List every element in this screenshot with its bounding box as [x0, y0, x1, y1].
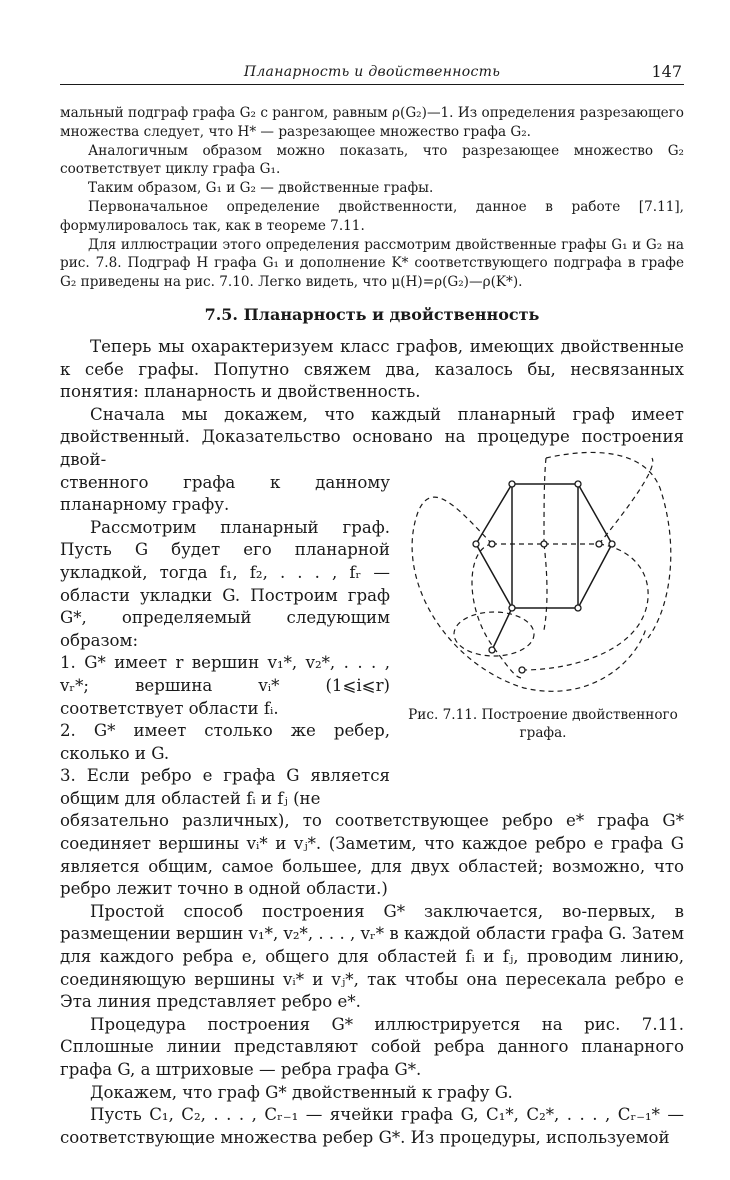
dual-edge [544, 544, 547, 630]
figure-7-11 [398, 448, 688, 748]
definition-item: 3. Если ребро e графа G является общим для областей fᵢ и fⱼ (не [60, 766, 390, 808]
body-paragraph: Пусть C₁, C₂, . . . , Cᵣ₋₁ — ячейки графа G, C₁*, C₂*, . . . , Cᵣ₋₁* — соответствующие множества ребер G*. Из процедуры, используемой [60, 1105, 684, 1147]
body-paragraph: Докажем, что граф G* двойственный к графу G. [90, 1082, 513, 1102]
dual-vertex [596, 541, 602, 547]
vertex [575, 605, 581, 611]
body-paragraph: Теперь мы охарактеризуем класс графов, имеющих двойственные к себе графы. Попутно свяжем два, казалось бы, несвязанных понятия: планарность и двойственность. [60, 337, 684, 402]
vertex [609, 541, 615, 547]
dual-edge [522, 544, 648, 670]
dual-edge [544, 458, 546, 544]
body-paragraph: Рассмотрим планарный граф. Пусть G будет его планарной укладкой, тогда f₁, f₂, . . . , fᵣ — области укладки G. Построим граф G*, определяемый следующим образом: [60, 517, 390, 650]
vertex [509, 605, 515, 611]
dual-edge [599, 458, 653, 544]
intro-paragraph: Для иллюстрации этого определения рассмотрим двойственные графы G₁ и G₂ на рис. 7.8. Подграф H графа G₁ и дополнение K* соответствующего подграфа в графе G₂ приведены на рис. 7.10. Легко видеть, что μ(H)=ρ(G₂)—ρ(K*). [60, 236, 684, 291]
dual-edge [546, 452, 671, 638]
intro-paragraph: Первоначальное определение двойственности, данное в работе [7.11], формулировалось так, как в теореме 7.11. [60, 198, 684, 234]
intro-paragraph: Таким образом, G₁ и G₂ — двойственные графы. [88, 180, 434, 197]
running-head [60, 62, 684, 85]
body-paragraph: Простой способ построения G* заключается, во-первых, в размещении вершин v₁*, v₂*, . . . , vᵣ* в каждой области графа G. Затем для каждого ребра e, общего для областей fᵢ и fⱼ, проводим линию, соединяющую вершины vᵢ* и vⱼ*, так чтобы она пересекала ребро e Эта линия представляет ребро e*. [60, 901, 684, 1012]
body-paragraph: Процедура построения G* иллюстрируется на рис. 7.11. Сплошные линии представляют собой ребра данного планарного графа G, а штриховые — ребра графа G*. [60, 1014, 684, 1079]
page-number: 147 [651, 62, 682, 81]
running-head-title: Планарность и двойственность [243, 64, 501, 80]
dual-vertex [519, 667, 525, 673]
section-heading: 7.5. Планарность и двойственность [204, 305, 540, 324]
dual-edge [412, 497, 646, 691]
planar-graph-edges [476, 484, 612, 650]
body-paragraph: обязательно различных), то соответствующее ребро e* графа G* соединяет вершины vᵢ* и vⱼ*. (Заметим, что каждое ребро e графа G является общим, самое большее, для двух областей; возможно, что ребро лежит точно в одной области.) [60, 811, 684, 899]
vertex [473, 541, 479, 547]
intro-paragraph: Аналогичным образом можно показать, что разрезающее множество G₂ соответствует циклу графа G₁. [60, 142, 684, 178]
dual-vertex [489, 541, 495, 547]
text-wrap-column [60, 472, 390, 811]
definition-item: 2. G* имеет столько же ребер, сколько и G. [60, 721, 390, 763]
body-paragraph: Сначала мы докажем, что каждый планарный граф имеет двойственный. Доказательство основано на процедуре построения двой- [60, 404, 684, 469]
dual-edge [472, 544, 522, 678]
figure-caption: Рис. 7.11. Построение двойственного графа. [408, 707, 678, 741]
vertex [509, 481, 515, 487]
dual-graph-edges [412, 452, 671, 691]
body-paragraph: ственного графа к данному планарному графу. [60, 472, 390, 515]
dual-graph-figure [398, 448, 688, 704]
intro-text [60, 104, 684, 292]
definition-item: 1. G* имеет r вершин v₁*, v₂*, . . . , vᵣ*; вершина vᵢ* (1⩽i⩽r) соответствует области fᵢ. [60, 653, 390, 718]
vertex [575, 481, 581, 487]
intro-paragraph: мальный подграф графа G₂ с рангом, равным ρ(G₂)—1. Из определения разрезающего множества следует, что H* — разрезающее множество графа G₂. [60, 105, 684, 140]
pendant-edge [492, 608, 512, 650]
dual-vertex [541, 541, 547, 547]
vertex [489, 647, 495, 653]
